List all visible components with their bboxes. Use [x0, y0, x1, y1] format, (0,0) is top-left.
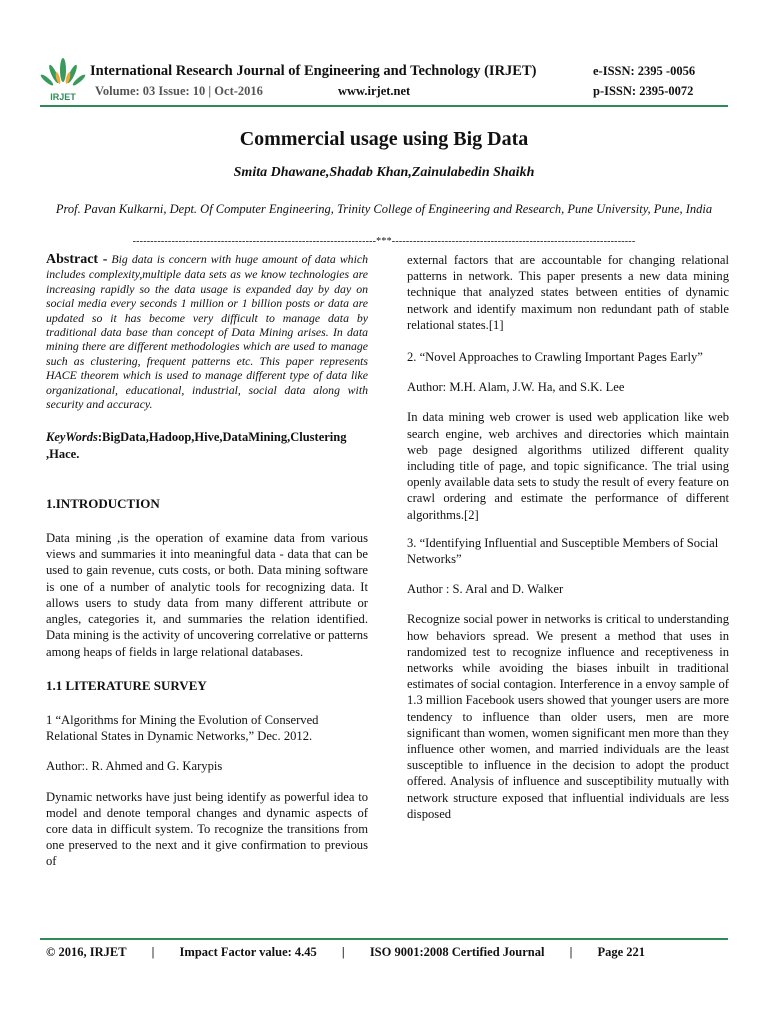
keywords-label: KeyWords	[46, 430, 98, 445]
footer-impact: Impact Factor value: 4.45	[179, 945, 317, 959]
ref3-author: Author : S. Aral and D. Walker	[407, 582, 564, 597]
journal-title: International Research Journal of Engineering and Technology (IRJET)	[90, 63, 537, 79]
volume-info: Volume: 03 Issue: 10 | Oct-2016	[95, 84, 263, 98]
ref1-author: Author:. R. Ahmed and G. Karypis	[46, 759, 223, 774]
abstract-text: Big data is concern with huge amount of data which includes complexity,multiple data sets as we know technologies are increasing rapidly so the data usage is expanded day by day on social media every seconds 1 million or 1 billion posts or data are updated so it has become very difficult to manage data by traditional data base than concept of Data Mining arises. In data mining there are different methodologies which are used to manage such as clustering, frequent patterns etc. This paper represents HACE theorem which is used to manage different type of data like organizational, educational, industrial, social data along with security and accuracy.	[46, 252, 368, 412]
abstract	[46, 252, 368, 411]
cont-text: external factors that are accountable for changing relational patterns in network. This paper presents a new data mining technique that analyzed states between entities of dynamic network and identify maximum non redundant path of stable relational states.[1]	[407, 253, 729, 332]
right-column	[407, 252, 729, 822]
ref1-text: Dynamic networks have just being identify as powerful idea to model and denote temporal changes and dynamic aspects of core data in difficult system. To recognize the transitions from one preserved to the next and it give confirmation to previous of	[46, 789, 368, 869]
irjet-logo	[40, 54, 86, 104]
separator: ---------------------------------------------------------------------***---------------------------------------------------------------------	[132, 236, 636, 247]
abstract-label: Abstract -	[46, 252, 108, 267]
paper-authors: Smita Dhawane,Shadab Khan,Zainulabedin Shaikh	[233, 165, 535, 180]
footer-page: Page 221	[597, 945, 646, 959]
ref2-text: In data mining web crower is used web application like web search engine, web archives and directories which maintain web page designed algorithms utilized different quality including title of page, and topic significance. The trial using openly available data sets to study the result of every feature on crawl ordering and estimate the performance of different algorithms.[2]	[407, 410, 729, 522]
footer-copyright: © 2016, IRJET	[46, 945, 127, 959]
paper-affiliation: Prof. Pavan Kulkarni, Dept. Of Computer Engineering, Trinity College of Engineering and Research, Pune University, Pune, India	[55, 202, 713, 216]
keywords-text: :BigData,Hadoop,Hive,DataMining,Clustering ,Hace.	[46, 430, 347, 461]
eissn: e-ISSN: 2395 -0056	[593, 64, 696, 78]
left-column	[46, 252, 368, 870]
ref2-title: 2. “Novel Approaches to Crawling Important Pages Early”	[407, 350, 703, 365]
ref1-title: 1 “Algorithms for Mining the Evolution of Conserved Relational States in Dynamic Networks,” Dec. 2012.	[46, 712, 319, 744]
logo-text: IRJET	[50, 92, 76, 102]
ref3-title: 3. “Identifying Influential and Susceptible Members of Social Networks”	[407, 535, 719, 567]
ref3-text: Recognize social power in networks is critical to understanding how behaviors spread. We present a method that uses in randomized test to recognize influence and receptiveness in networks while avoiding the biases inbuilt in traditional estimates of social contagion. Interference in a envoy sample of 1.3 million Facebook users showed that younger users are more tendency to influence than older users, men are more significant than women, women significant men more than they influence other women, and married individuals are the least susceptible to influence in the decision to adopt the product offered. Analysis of influence and susceptibility mutually with network structure exposed that influential individuals are less disposed	[407, 612, 729, 821]
intro-heading: 1.INTRODUCTION	[46, 495, 160, 511]
lit-heading: 1.1 LITERATURE SURVEY	[46, 677, 207, 693]
keywords	[46, 429, 368, 461]
paper-title: Commercial usage using Big Data	[239, 128, 529, 150]
pissn: p-ISSN: 2395-0072	[593, 84, 694, 98]
footer-sep: |	[151, 945, 155, 959]
footer-sep: |	[341, 945, 345, 959]
ref2-author: Author: M.H. Alam, J.W. Ha, and S.K. Lee	[407, 380, 625, 395]
footer-rule	[40, 938, 728, 940]
footer-iso: ISO 9001:2008 Certified Journal	[369, 945, 545, 959]
journal-url[interactable]: www.irjet.net	[338, 84, 411, 98]
header-rule	[40, 105, 728, 107]
footer-sep: |	[569, 945, 573, 959]
intro-text: Data mining ,is the operation of examine data from various views and summaries it into meaningful data - data that can be used to gain revenue, cuts costs, or both. Data mining software is one of a number of analytic tools for recognizing data. It allows users to study data from many different attribute or angles, categories it, and summaries the relation identified. Data mining is the activity of uncovering correlative or patterns among heaps of fields in large relational databases.	[46, 531, 368, 659]
page-footer	[46, 945, 645, 960]
